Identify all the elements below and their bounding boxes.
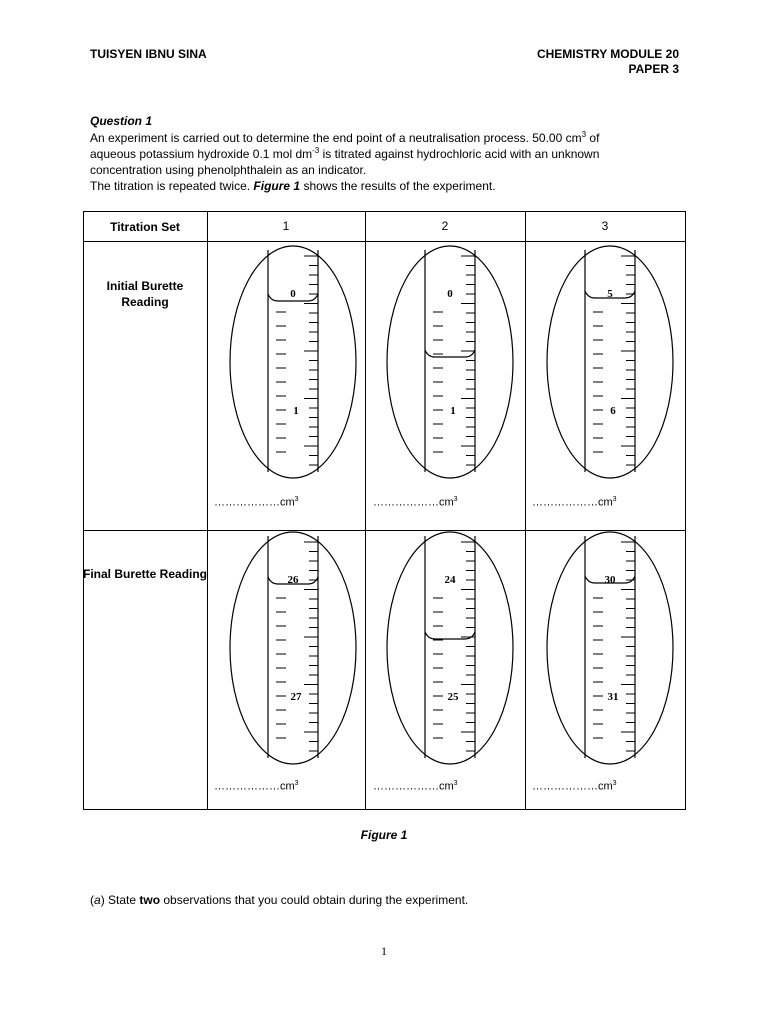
set-3-header: 3: [601, 219, 609, 233]
scale-label-top: 5: [607, 288, 613, 300]
answer-blank-initial-1[interactable]: $\dots\dots\dots\dots\dots\dots cm^3$: [214, 496, 299, 509]
burette-initial-3: [547, 246, 673, 478]
burette-initial-2: [387, 246, 513, 478]
scale-label-top: 30: [604, 574, 616, 586]
header-paper: PAPER 3: [628, 62, 679, 76]
scale-label-bottom: 6: [610, 405, 616, 417]
answer-blank-initial-2[interactable]: $\dots\dots\dots\dots\dots\dots cm^3$: [373, 496, 458, 509]
set-1-header: 1: [282, 219, 290, 233]
scale-label-bottom: 25: [447, 691, 459, 703]
question-title: Question 1: [90, 114, 153, 128]
answer-blank-final-1[interactable]: $\dots\dots\dots\dots\dots\dots cm^3$: [214, 780, 299, 793]
scale-label-top: 0: [447, 288, 453, 300]
part-a-question: (a) State two observations that you could obtain during the experiment.: [90, 893, 469, 907]
initial-reading-label: Initial Burette Reading: [106, 279, 184, 309]
burette-initial-1: [230, 246, 356, 478]
burette-final-1: [230, 532, 356, 764]
set-2-header: 2: [441, 219, 449, 233]
titration-set-header: Titration Set: [110, 220, 180, 234]
final-reading-label: Final Burette Reading: [83, 567, 208, 581]
scale-label-top: 24: [444, 574, 456, 586]
burette-final-2: [387, 532, 513, 764]
question-intro: An experiment is carried out to determine the end point of a neutralisation process. 50.00 $cm^3$ of aqueous potassium hydroxide 0.1 mol $dm^{-3}$ is titrated against hydrochloric acid with an unknown concentration using phenolphthalein as an indicator. The titration is repeated twice. Figure 1 shows the results of the experiment.: [90, 130, 600, 193]
answer-blank-final-2[interactable]: $\dots\dots\dots\dots\dots\dots cm^3$: [373, 780, 458, 793]
scale-label-top: 0: [290, 288, 296, 300]
header-left: TUISYEN IBNU SINA: [90, 47, 207, 61]
scale-label-bottom: 1: [293, 405, 299, 417]
scale-label-top: 26: [287, 574, 299, 586]
scale-label-bottom: 27: [290, 691, 302, 703]
scale-label-bottom: 1: [450, 405, 456, 417]
scale-label-bottom: 31: [607, 691, 619, 703]
burette-final-3: [547, 532, 673, 764]
answer-blank-initial-3[interactable]: $\dots\dots\dots\dots\dots\dots cm^3$: [532, 496, 617, 509]
header-module: CHEMISTRY MODULE 20: [536, 47, 679, 61]
page-number: 1: [381, 944, 387, 958]
figure-caption: Figure 1: [360, 828, 408, 842]
answer-blank-final-3[interactable]: $\dots\dots\dots\dots\dots\dots cm^3$: [532, 780, 617, 793]
